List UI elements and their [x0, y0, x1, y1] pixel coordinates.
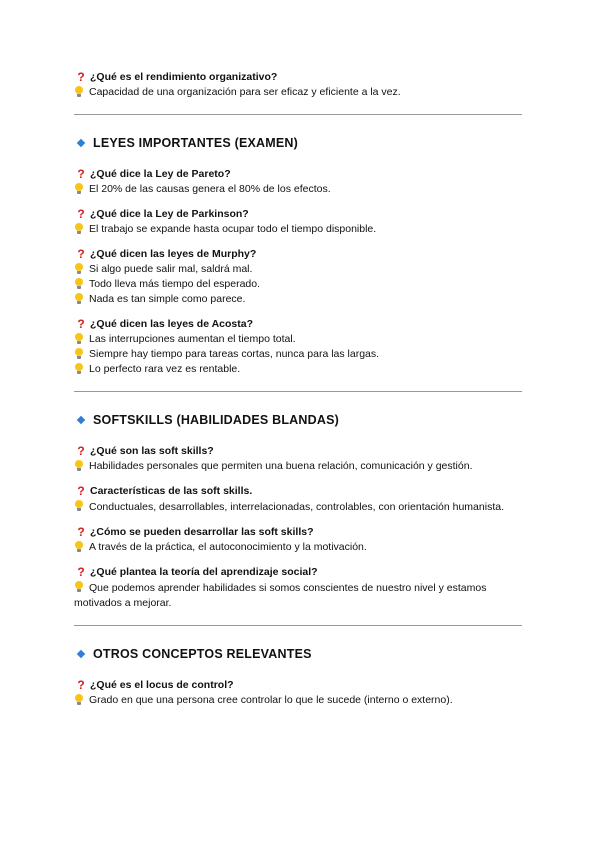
answer — [74, 540, 522, 555]
answer — [74, 580, 522, 611]
question-text: ¿Qué dice la Ley de Pareto? — [90, 168, 231, 180]
section-heading — [74, 646, 522, 662]
answer-text: El trabajo se expande hasta ocupar todo el tiempo disponible. — [89, 223, 377, 235]
lightbulb-icon — [74, 86, 84, 98]
answer — [74, 347, 522, 362]
section-heading — [74, 412, 522, 428]
lightbulb-icon — [74, 500, 84, 512]
answer-text: Que podemos aprender habilidades si somos conscientes de nuestro nivel y estamos motivados a mejorar. — [74, 582, 487, 609]
answer — [74, 292, 522, 307]
divider — [74, 114, 522, 115]
question — [74, 247, 522, 262]
question-text: ¿Cómo se pueden desarrollar las soft skills? — [90, 526, 314, 538]
answer-text: Si algo puede salir mal, saldrá mal. — [89, 263, 253, 275]
qa-block — [74, 484, 522, 515]
qa-block — [74, 525, 522, 555]
question — [74, 565, 522, 580]
question-mark-icon: ? — [77, 525, 85, 539]
question-text: ¿Qué dice la Ley de Parkinson? — [90, 208, 249, 220]
qa-block — [74, 207, 522, 237]
divider — [74, 391, 522, 392]
answer — [74, 222, 522, 237]
question-text: Características de las soft skills. — [90, 485, 253, 497]
lightbulb-icon — [74, 581, 84, 593]
question-mark-icon: ? — [77, 565, 85, 579]
question-mark-icon: ? — [77, 317, 85, 331]
blue-diamond-icon — [77, 139, 85, 147]
question — [74, 317, 522, 332]
question-mark-icon: ? — [77, 207, 85, 221]
blue-diamond-icon — [77, 650, 85, 658]
answer-text: Todo lleva más tiempo del esperado. — [89, 278, 261, 290]
section-title: OTROS CONCEPTOS RELEVANTES — [93, 647, 312, 661]
answer — [74, 182, 522, 197]
answer — [74, 459, 522, 474]
question — [74, 70, 522, 85]
answer — [74, 499, 522, 515]
lightbulb-icon — [74, 223, 84, 235]
question-text: ¿Qué plantea la teoría del aprendizaje social? — [90, 566, 318, 578]
answer-text: Las interrupciones aumentan el tiempo total. — [89, 333, 296, 345]
question-text: ¿Qué es el locus de control? — [90, 679, 234, 691]
lightbulb-icon — [74, 460, 84, 472]
question — [74, 678, 522, 693]
answer — [74, 362, 522, 377]
question — [74, 444, 522, 459]
question-text: ¿Qué es el rendimiento organizativo? — [90, 71, 278, 83]
lightbulb-icon — [74, 363, 84, 375]
qa-block — [74, 167, 522, 197]
answer-text: Siempre hay tiempo para tareas cortas, nunca para las largas. — [89, 348, 380, 360]
lightbulb-icon — [74, 278, 84, 290]
qa-block — [74, 678, 522, 708]
section-heading — [74, 135, 522, 151]
question-text: ¿Qué son las soft skills? — [90, 445, 214, 457]
answer — [74, 85, 522, 100]
answer — [74, 693, 522, 708]
answer-text: Nada es tan simple como parece. — [89, 293, 246, 305]
answer-text: Conductuales, desarrollables, interrelacionadas, controlables, con orientación humanista. — [89, 501, 504, 513]
answer — [74, 332, 522, 347]
lightbulb-icon — [74, 348, 84, 360]
question — [74, 207, 522, 222]
question-mark-icon: ? — [77, 70, 85, 84]
divider — [74, 625, 522, 626]
qa-block — [74, 444, 522, 474]
qa-block — [74, 565, 522, 611]
question-mark-icon: ? — [77, 678, 85, 692]
section-title: SOFTSKILLS (HABILIDADES BLANDAS) — [93, 413, 339, 427]
question — [74, 484, 522, 499]
qa-block — [74, 70, 522, 100]
question-mark-icon: ? — [77, 444, 85, 458]
lightbulb-icon — [74, 694, 84, 706]
answer-text: Lo perfecto rara vez es rentable. — [89, 363, 241, 375]
section-title: LEYES IMPORTANTES (EXAMEN) — [93, 136, 298, 150]
qa-block — [74, 317, 522, 377]
question-mark-icon: ? — [77, 167, 85, 181]
answer-text: Habilidades personales que permiten una buena relación, comunicación y gestión. — [89, 460, 473, 472]
question-mark-icon: ? — [77, 484, 85, 498]
question-mark-icon: ? — [77, 247, 85, 261]
question — [74, 167, 522, 182]
answer-text: Capacidad de una organización para ser eficaz y eficiente a la vez. — [89, 86, 401, 98]
answer-text: Grado en que una persona cree controlar lo que le sucede (interno o externo). — [89, 694, 453, 706]
question-text: ¿Qué dicen las leyes de Acosta? — [90, 318, 254, 330]
question — [74, 525, 522, 540]
lightbulb-icon — [74, 183, 84, 195]
lightbulb-icon — [74, 541, 84, 553]
answer-text: A través de la práctica, el autoconocimiento y la motivación. — [89, 541, 367, 553]
lightbulb-icon — [74, 333, 84, 345]
answer-text: El 20% de las causas genera el 80% de los efectos. — [89, 183, 331, 195]
qa-block — [74, 247, 522, 307]
question-text: ¿Qué dicen las leyes de Murphy? — [90, 248, 257, 260]
lightbulb-icon — [74, 293, 84, 305]
answer — [74, 277, 522, 292]
answer — [74, 262, 522, 277]
lightbulb-icon — [74, 263, 84, 275]
blue-diamond-icon — [77, 416, 85, 424]
